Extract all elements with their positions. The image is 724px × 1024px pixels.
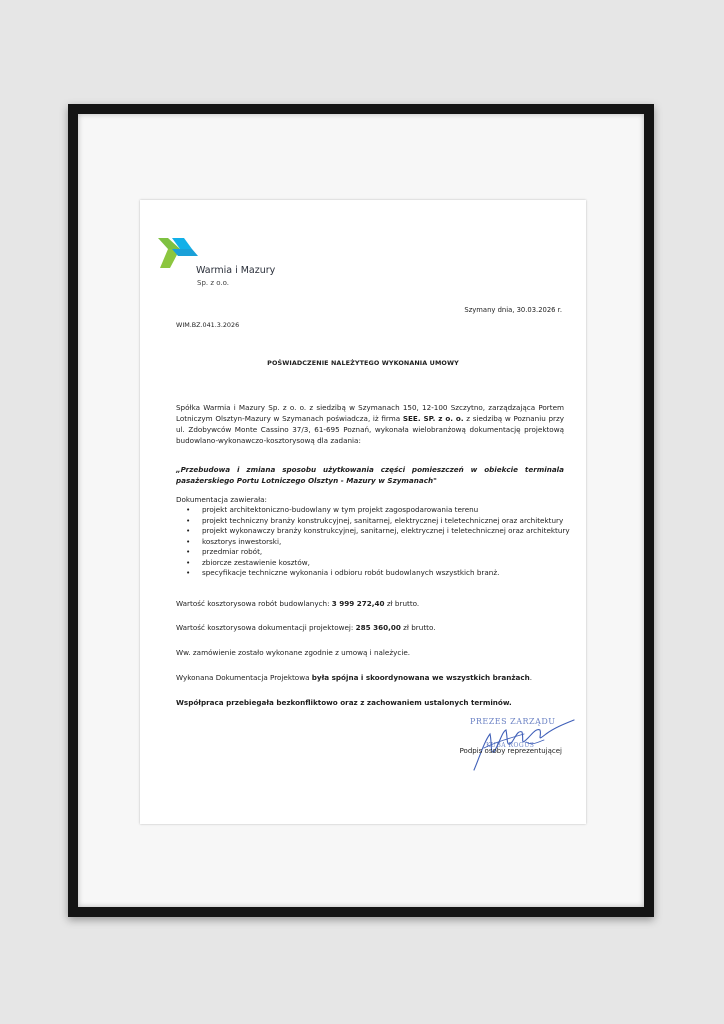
stamp-name: KUBA ROGUS <box>486 742 535 749</box>
list-item: • zbiorcze zestawienie kosztów, <box>184 558 570 569</box>
works-value-label: Wartość kosztorysowa robót budowlanych: <box>176 599 332 608</box>
logo-name: Warmia i Mazury <box>196 265 276 276</box>
documentation-heading: Dokumentacja zawierała: <box>176 495 267 504</box>
statement-coordination-prefix: Wykonana Dokumentacja Projektowa <box>176 673 312 682</box>
works-value-line <box>176 598 419 609</box>
docs-value-amount: 285 360,00 <box>355 623 401 632</box>
contractor-name: SEE. SP. z o. o. <box>402 414 464 423</box>
intro-text-after: z siedzibą w Poznaniu przy ul. Zdobywców Monte Cassino 37/3, 61-695 Poznań, wykonała wielobranżową dokumentację projektową budowlano-wykonawczo-kosztorysową dla zadania: <box>176 414 564 445</box>
list-item: • przedmiar robót, <box>184 547 570 558</box>
docs-value-label: Wartość kosztorysowa dokumentacji projektowej: <box>176 623 356 632</box>
company-logo <box>158 238 276 287</box>
intro-paragraph <box>176 402 564 446</box>
reference-number: WIM.BZ.041.3.2026 <box>176 321 240 329</box>
docs-value-line <box>176 622 436 633</box>
signature-stamp <box>466 716 574 772</box>
document-title: POŚWIADCZENIE NALEŻYTEGO WYKONANIA UMOWY <box>267 359 459 367</box>
documentation-list <box>184 505 570 579</box>
docs-value-suffix: zł brutto. <box>400 623 436 632</box>
intro-text-before: Spółka Warmia i Mazury Sp. z o. o. z siedzibą w Szymanach 150, 12-100 Szczytno, zarządzająca Portem Lotniczym Olsztyn-Mazury w Szymanach poświadcza, iż firma <box>176 403 564 423</box>
logo-arrow-icon <box>158 238 198 270</box>
handwritten-signature <box>466 712 576 774</box>
picture-frame <box>68 104 654 917</box>
works-value-amount: 3 999 272,40 <box>331 599 385 608</box>
stamp-title: PREZES ZARZĄDU <box>470 717 556 726</box>
task-title: „Przebudowa i zmiana sposobu użytkowania części pomieszczeń w obiekcie terminala pasażerskiego Portu Lotniczego Olsztyn - Mazury w Szymanach" <box>176 465 564 485</box>
document-date: Szymany dnia, 30.03.2026 r. <box>464 306 562 314</box>
list-item: • projekt wykonawczy branży konstrukcyjnej, sanitarnej, elektrycznej i teletechnicznej oraz architektury <box>184 526 570 537</box>
statement-coordination <box>176 672 532 683</box>
list-item: • kosztorys inwestorski, <box>184 537 570 548</box>
statement-coordination-suffix: . <box>529 673 533 682</box>
list-item: • specyfikacje techniczne wykonania i odbioru robót budowlanych wszystkich branż. <box>184 568 570 579</box>
signature-label: Podpis osoby reprezentującej <box>459 747 562 755</box>
statement-cooperation <box>176 697 512 708</box>
document-page <box>140 200 586 824</box>
logo-sub: Sp. z o.o. <box>197 279 230 287</box>
statement-completion: Ww. zamówienie zostało wykonane zgodnie z umową i należycie. <box>176 648 411 657</box>
list-item: • projekt architektoniczno-budowlany w tym projekt zagospodarowania terenu <box>184 505 570 516</box>
statement-cooperation-text: Współpraca przebiegała bezkonfliktowo oraz z zachowaniem ustalonych terminów. <box>176 698 512 707</box>
statement-coordination-bold: była spójna i skoordynowana we wszystkich branżach <box>311 673 530 682</box>
list-item: • projekt techniczny branży konstrukcyjnej, sanitarnej, elektrycznej i teletechnicznej oraz architektury <box>184 516 570 527</box>
frame-mat <box>78 114 644 907</box>
works-value-suffix: zł brutto. <box>384 599 420 608</box>
